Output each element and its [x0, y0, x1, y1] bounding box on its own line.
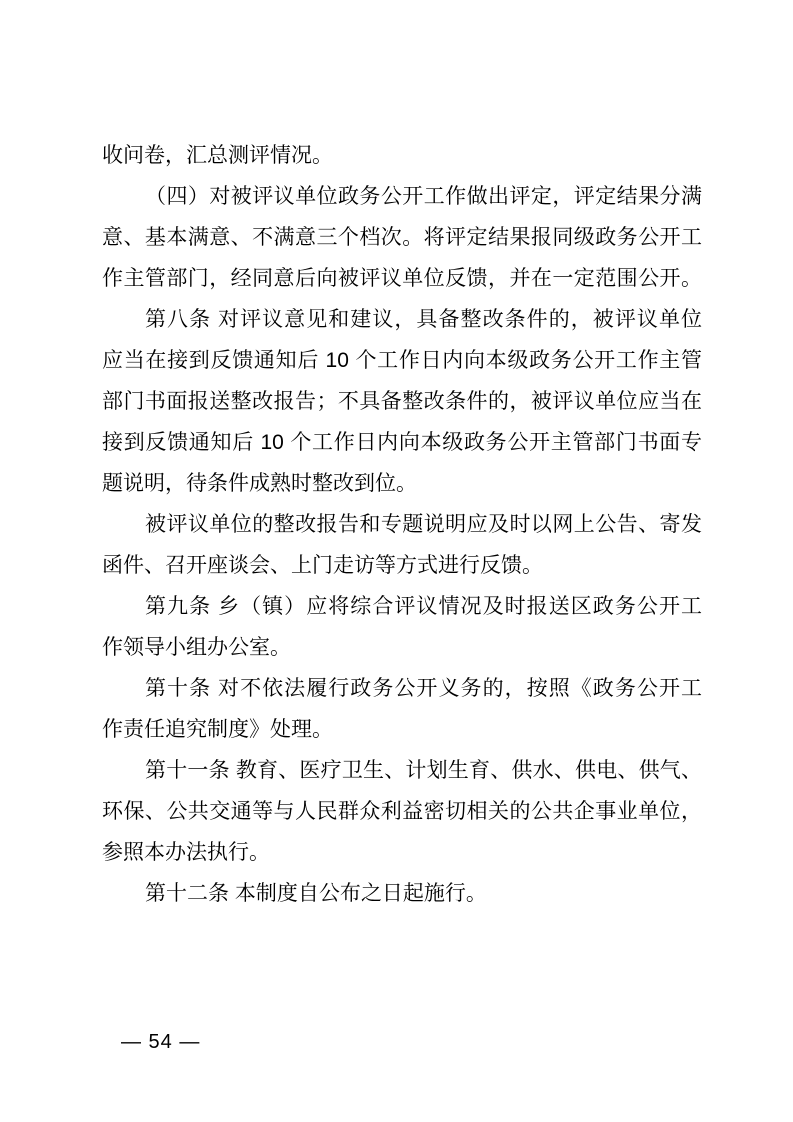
text-line: 环保、公共交通等与人民群众利益密切相关的公共企事业单位，: [102, 800, 702, 823]
text-line: 作领导小组办公室。: [102, 636, 291, 659]
text-line: 应当在接到反馈通知后 10 个工作日内向本级政务公开工作主管: [102, 349, 702, 372]
text-line: 第十一条 教育、医疗卫生、计划生育、供水、供电、供气、: [145, 759, 702, 782]
text-line: 意、基本满意、不满意三个档次。将评定结果报同级政务公开工: [102, 226, 702, 249]
text-line: 题说明，待条件成熟时整改到位。: [102, 472, 417, 495]
page-number: — 54 —: [121, 1031, 201, 1053]
text-line: 接到反馈通知后 10 个工作日内向本级政务公开主管部门书面专: [102, 431, 702, 454]
text-line: 作责任追究制度》处理。: [102, 718, 333, 741]
text-line: 函件、召开座谈会、上门走访等方式进行反馈。: [102, 554, 543, 577]
text-line: 第十二条 本制度自公布之日起施行。: [145, 882, 487, 905]
text-line: 第九条 乡（镇）应将综合评议情况及时报送区政务公开工: [145, 595, 702, 618]
text-line: （四）对被评议单位政务公开工作做出评定，评定结果分满: [145, 185, 702, 208]
text-line: 第十条 对不依法履行政务公开义务的，按照《政务公开工: [145, 677, 702, 700]
text-line: 作主管部门，经同意后向被评议单位反馈，并在一定范围公开。: [102, 267, 702, 290]
text-line: 第八条 对评议意见和建议，具备整改条件的，被评议单位: [145, 308, 702, 331]
text-line: 被评议单位的整改报告和专题说明应及时以网上公告、寄发: [145, 513, 702, 536]
text-line: 参照本办法执行。: [102, 841, 270, 864]
text-line: 部门书面报送整改报告；不具备整改条件的，被评议单位应当在: [102, 390, 702, 413]
document-body: [102, 135, 702, 914]
text-line: 收问卷，汇总测评情况。: [102, 144, 333, 167]
